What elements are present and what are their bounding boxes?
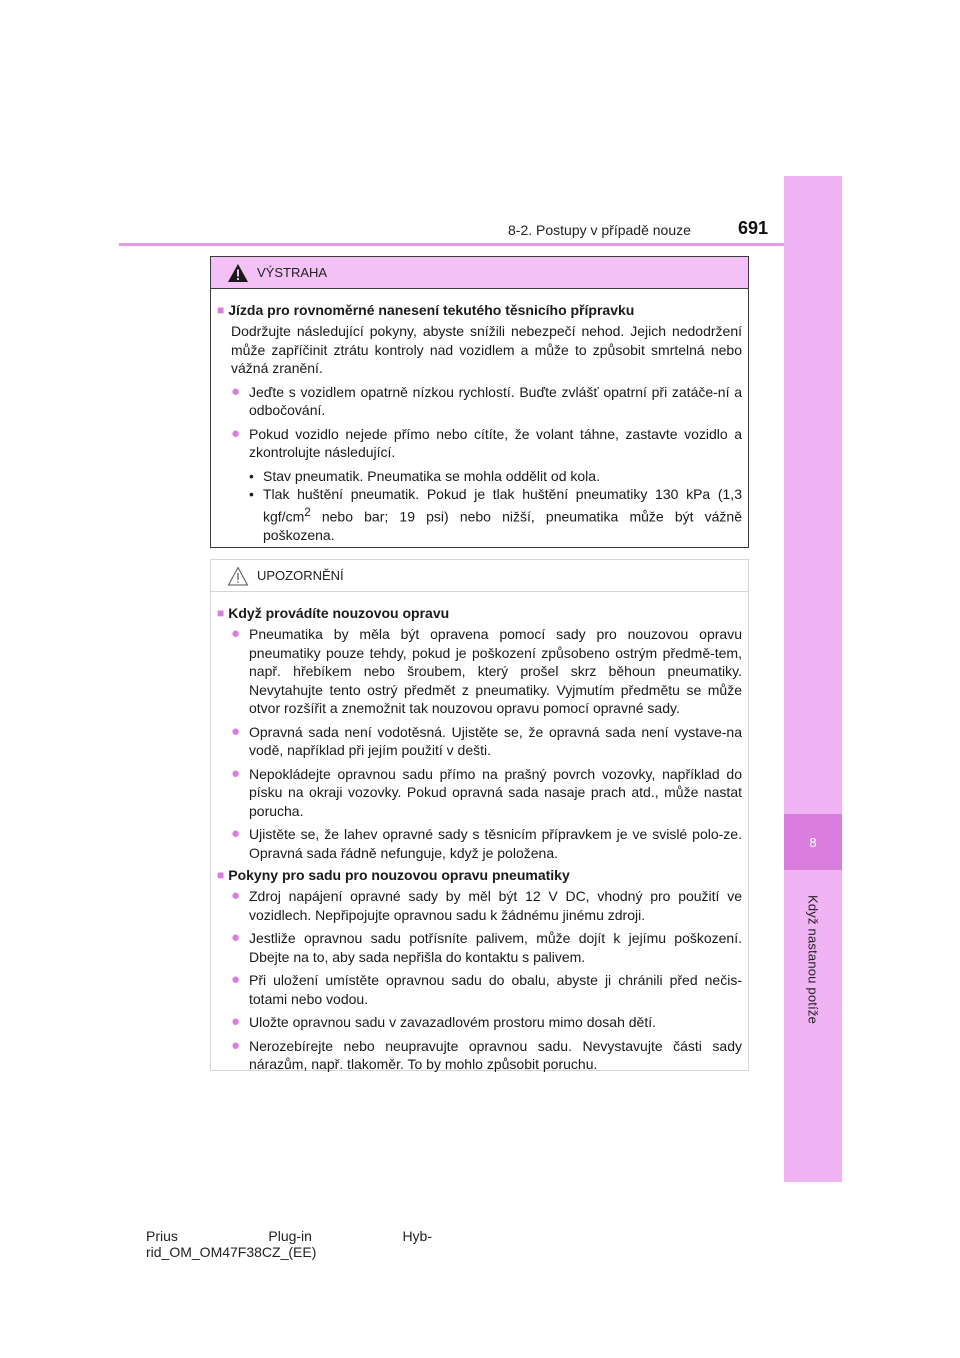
list-item: ● Pneumatika by měla být opravena pomocí sady pro nouzovou opravu pneumatiky pouze tehdy, pokud je poškození způsobeno ostrým předmě-tem, např. hřebíkem nebo šroubem, který prošel skrz běhoun pneumatiky. Nevytahujte tento ostrý předmět z pneumatiky. Vyjmutím předmětu se může otvor rozšířit a znemožnit tak nouzovou opravu pomocí opravné sady.: [231, 625, 742, 716]
chapter-title: Když nastanou potíže: [805, 895, 821, 1025]
square-bullet-icon: ■: [217, 303, 225, 317]
page-number: 691: [738, 218, 769, 238]
chapter-number-box: [784, 814, 842, 870]
list-item: ● Uložte opravnou sadu v zavazadlovém prostoru mimo dosah dětí.: [231, 1013, 656, 1030]
warning-triangle-filled-icon: [227, 263, 249, 283]
dot-bullet-icon: ●: [231, 971, 241, 988]
dot-bullet-icon: ●: [231, 382, 241, 400]
dot-bullet-icon: ●: [231, 424, 241, 442]
square-bullet-icon: ■: [217, 606, 225, 620]
list-item: ● Při uložení umístěte opravnou sadu do obalu, abyste ji chránili před nečis-totami nebo vodou.: [231, 971, 742, 1007]
dot-bullet-icon: ●: [231, 764, 241, 782]
sub-list-item: • Stav pneumatik. Pneumatika se mohla oddělit od kola.: [249, 467, 600, 484]
dot-bullet-icon: ●: [231, 929, 241, 946]
warning-intro: Dodržujte následující pokyny, abyste snížili nebezpečí nehod. Jejich nedodržení může zapříčinit ztrátu kontroly nad vozidlem a může to způsobit smrtelná nebo vážná zranění.: [231, 323, 742, 376]
sub-bullet-mark: •: [249, 467, 254, 484]
caution-box: [210, 559, 749, 1071]
dot-bullet-icon: ●: [231, 625, 241, 642]
section-title: 8-2. Postupy v případě nouze: [508, 222, 691, 238]
sub-bullet-mark: •: [249, 486, 254, 502]
header-divider: [119, 243, 784, 246]
list-item: ● Nepokládejte opravnou sadu přímo na prašný povrch vozovky, například do písku na okraji vozovky. Pokud opravná sada nasaje prach atd., může nastat porucha.: [231, 764, 742, 819]
chapter-number: 8: [809, 834, 817, 850]
list-item: ● Opravná sada není vodotěsná. Ujistěte se, že opravná sada není vystave-na vodě, například při jejím použití v dešti.: [231, 722, 742, 758]
document-footer: [146, 1228, 436, 1260]
list-item: ● Ujistěte se, že lahev opravné sady s těsnicím přípravkem je ve svislé polo-ze. Opravná sada řádně nefunguje, když je položena.: [231, 825, 742, 861]
dot-bullet-icon: ●: [231, 887, 241, 904]
caution-section-heading: ■ Pokyny pro sadu pro nouzovou opravu pneumatiky: [217, 867, 570, 883]
superscript: 2: [304, 505, 311, 519]
sub-list: [217, 467, 742, 545]
warning-body: [211, 289, 748, 544]
caution-header: [211, 560, 748, 592]
list-item: ● Zdroj napájení opravné sady by měl být 12 V DC, vhodný pro použití ve vozidlech. Nepřipojujte opravnou sadu k žádnému jinému zdroji.: [231, 887, 742, 923]
list-item: ● Jestliže opravnou sadu potřísníte palivem, může dojít k jejímu poškození. Dbejte na to, aby sada nepřišla do kontaktu s palivem.: [231, 929, 742, 965]
dot-bullet-icon: ●: [231, 1013, 241, 1030]
list-item: ● Pokud vozidlo nejede přímo nebo cítíte, že volant táhne, zastavte vozidlo a zkontrolujte následující.: [231, 424, 742, 460]
warning-section-heading: ■ Jízda pro rovnoměrné nanesení tekutého těsnicího přípravku: [217, 302, 635, 318]
caution-body: [211, 592, 748, 1074]
dot-bullet-icon: ●: [231, 1036, 241, 1054]
caution-section-heading: ■ Když provádíte nouzovou opravu: [217, 605, 450, 621]
footer-line-1: Prius Plug-in Hyb-: [146, 1228, 432, 1244]
square-bullet-icon: ■: [217, 868, 225, 882]
warning-title: VÝSTRAHA: [257, 265, 328, 280]
warning-triangle-outline-icon: [227, 566, 249, 586]
list-item: ● Nerozebírejte nebo neupravujte opravnou sadu. Nevystavujte části sady nárazům, např. tlakoměr. To by mohlo způsobit poruchu.: [231, 1036, 742, 1072]
footer-line-2: rid_OM_OM47F38CZ_(EE): [146, 1244, 317, 1260]
dot-bullet-icon: ●: [231, 825, 241, 842]
sub-list-item: • Tlak huštění pneumatik. Pokud je tlak huštění pneumatiky 130 kPa (1,3 kgf/$cm^2$ nebo bar; 19 psi) nebo nižší, pneumatika může být vážně poškozena.: [249, 486, 742, 543]
warning-header: [211, 257, 748, 289]
warning-box: [210, 256, 749, 548]
caution-title: UPOZORNĚNÍ: [257, 568, 344, 583]
dot-bullet-icon: ●: [231, 722, 241, 740]
list-item: ● Jeďte s vozidlem opatrně nízkou rychlostí. Buďte zvlášť opatrní při zatáče-ní a odbočování.: [231, 382, 742, 418]
